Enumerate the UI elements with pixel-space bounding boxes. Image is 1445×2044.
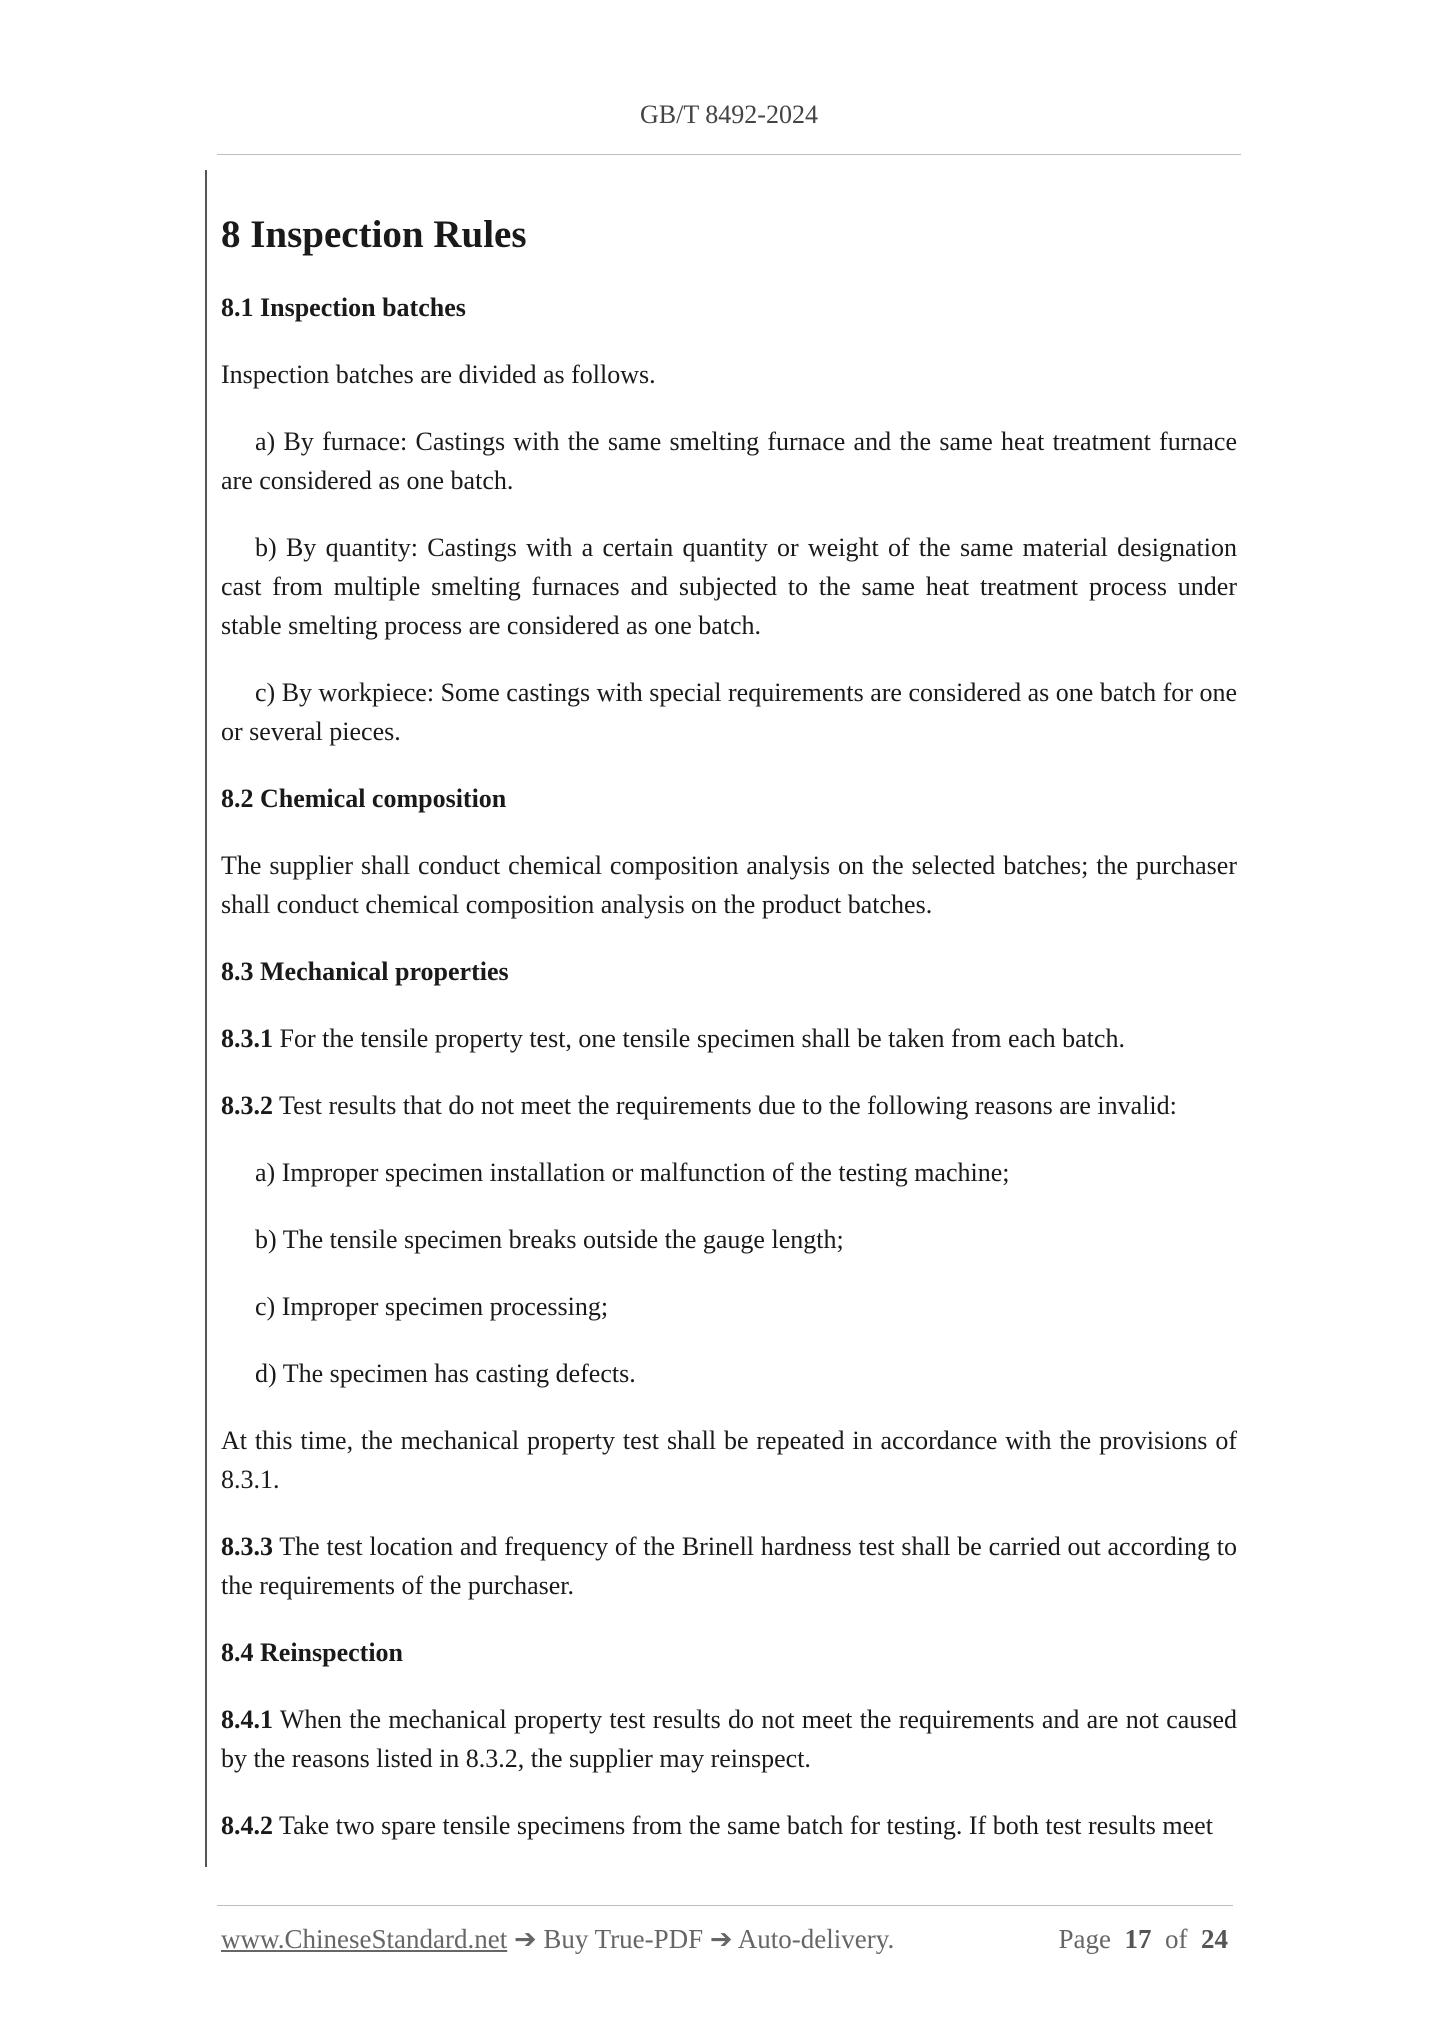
clause-8-3-3 <box>221 1527 1237 1605</box>
clause-text: When the mechanical property test results do not meet the requirements and are not caused by the reasons listed in 8.3.2, the supplier may reinspect. <box>221 1705 1237 1773</box>
change-bar <box>205 170 207 1867</box>
page-indicator <box>1059 1924 1228 1955</box>
heading-8-4: 8.4 Reinspection <box>221 1638 403 1667</box>
arrow-icon: ➔ <box>703 1924 738 1954</box>
section-title: 8 Inspection Rules <box>221 213 527 256</box>
list-item-8-3-2-b: b) The tensile specimen breaks outside the gauge length; <box>255 1225 844 1254</box>
clause-text: Take two spare tensile specimens from the same batch for testing. If both test results meet <box>273 1811 1213 1840</box>
paragraph-8-1-intro: Inspection batches are divided as follows. <box>221 360 656 389</box>
buy-text: Buy True-PDF <box>543 1924 704 1954</box>
footer-divider <box>217 1905 1233 1906</box>
list-item-8-1-a: a) By furnace: Castings with the same smelting furnace and the same heat treatment furnace are considered as one batch. <box>221 427 1237 495</box>
heading-8-2: 8.2 Chemical composition <box>221 784 507 813</box>
clause-number: 8.3.3 <box>221 1532 273 1561</box>
clause-8-4-2 <box>221 1806 1237 1845</box>
clause-text: The test location and frequency of the Brinell hardness test shall be carried out according to the requirements of the purchaser. <box>221 1532 1237 1600</box>
clause-8-3-1 <box>221 1019 1237 1058</box>
arrow-icon: ➔ <box>507 1924 544 1954</box>
paragraph-repeat-test: At this time, the mechanical property test shall be repeated in accordance with the provisions of 8.3.1. <box>221 1426 1237 1494</box>
page-total: 24 <box>1201 1924 1228 1954</box>
heading-8-3: 8.3 Mechanical properties <box>221 957 509 986</box>
page-label: Page <box>1058 1924 1111 1954</box>
list-item-8-1-b: b) By quantity: Castings with a certain quantity or weight of the same material designation cast from multiple smelting furnaces and subjected to the same heat treatment process under stable smelting process are considered as one batch. <box>221 533 1237 640</box>
clause-text: For the tensile property test, one tensile specimen shall be taken from each batch. <box>273 1024 1125 1053</box>
clause-8-4-1 <box>221 1700 1237 1778</box>
clause-number: 8.3.1 <box>221 1024 273 1053</box>
clause-number: 8.4.2 <box>221 1811 273 1840</box>
of-label: of <box>1165 1924 1188 1954</box>
clause-number: 8.3.2 <box>221 1091 273 1120</box>
site-link[interactable]: www.ChineseStandard.net <box>221 1924 508 1954</box>
delivery-text: Auto-delivery. <box>737 1924 895 1954</box>
list-item-8-1-c: c) By workpiece: Some castings with special requirements are considered as one batch for one or several pieces. <box>221 678 1237 746</box>
page-current: 17 <box>1124 1924 1152 1954</box>
clause-number: 8.4.1 <box>221 1705 273 1734</box>
clause-8-3-2 <box>221 1086 1237 1125</box>
list-item-8-3-2-d: d) The specimen has casting defects. <box>255 1359 636 1388</box>
header-divider <box>217 154 1241 155</box>
list-item-8-3-2-c: c) Improper specimen processing; <box>255 1292 609 1321</box>
heading-8-1: 8.1 Inspection batches <box>221 293 466 322</box>
document-body <box>221 210 1237 1873</box>
page-header: GB/T 8492-2024 <box>640 100 818 129</box>
list-item-8-3-2-a: a) Improper specimen installation or malfunction of the testing machine; <box>255 1158 1010 1187</box>
footer-promo <box>221 1924 894 1955</box>
paragraph-8-2: The supplier shall conduct chemical composition analysis on the selected batches; the purchaser shall conduct chemical composition analysis on the product batches. <box>221 851 1237 919</box>
clause-text: Test results that do not meet the requirements due to the following reasons are invalid: <box>273 1091 1177 1120</box>
